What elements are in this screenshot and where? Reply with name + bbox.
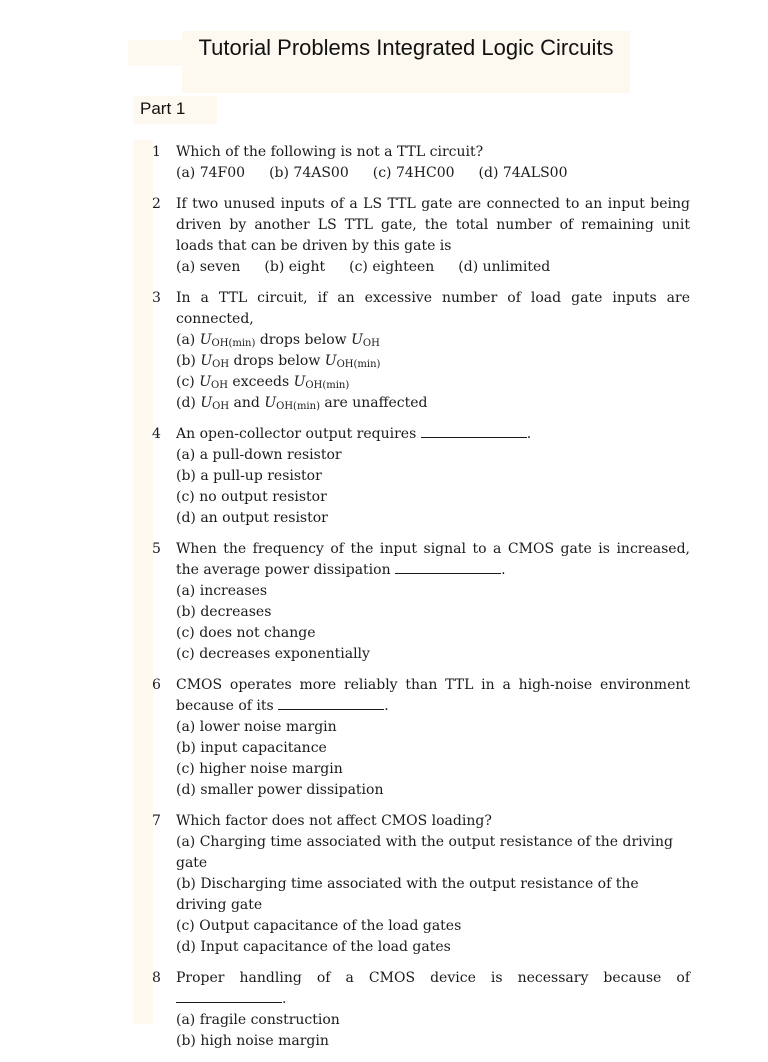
answer-blank <box>395 561 501 574</box>
option-b: (b) a pull-up resistor <box>176 468 322 484</box>
question-text: CMOS operates more reliably than TTL in a high-noise environment because of its . <box>176 677 690 714</box>
question-list <box>150 142 690 1062</box>
option-a: (a) $U_{OH(min)}$ drops below $U_{OH}$ <box>176 332 380 349</box>
option-d: (d) smaller power dissipation <box>176 782 384 798</box>
question-number: 5 <box>152 541 161 557</box>
option-d: (d) 74ALS00 <box>478 165 568 181</box>
option-b: (b) eight <box>264 259 326 275</box>
option-a: (a) Charging time associated with the output resistance of the driving gate <box>176 834 673 871</box>
part-heading: Part 1 <box>140 99 186 118</box>
option-b: (b) input capacitance <box>176 740 327 756</box>
option-a: (a) 74F00 <box>176 165 246 181</box>
option-c: (c) Output capacitance of the load gates <box>176 918 462 934</box>
answer-blank <box>421 425 527 438</box>
answer-blank <box>176 990 282 1003</box>
option-d: (d) unlimited <box>458 259 551 275</box>
question-3 <box>150 288 690 414</box>
question-1 <box>150 142 690 184</box>
option-d: (c) decreases exponentially <box>176 646 370 662</box>
option-d: (d) an output resistor <box>176 510 328 526</box>
option-b: (b) high noise margin <box>176 1033 329 1049</box>
option-a: (a) lower noise margin <box>176 719 337 735</box>
question-text: Which of the following is not a TTL circuit? <box>176 144 484 160</box>
question-number: 7 <box>152 813 161 829</box>
question-6 <box>150 675 690 801</box>
question-number: 6 <box>152 677 161 693</box>
question-5 <box>150 539 690 665</box>
question-number: 3 <box>152 290 161 306</box>
question-text: When the frequency of the input signal to a CMOS gate is increased, the average power dissipation . <box>176 541 690 578</box>
option-b: (b) 74AS00 <box>269 165 349 181</box>
question-number: 4 <box>152 426 161 442</box>
option-row <box>176 163 690 184</box>
option-b: (b) Discharging time associated with the output resistance of the driving gate <box>176 876 639 913</box>
option-c: (c) $U_{OH}$ exceeds $U_{OH(min)}$ <box>176 374 350 391</box>
option-b: (b) decreases <box>176 604 272 620</box>
question-7 <box>150 811 690 958</box>
option-row <box>176 257 690 278</box>
option-c: (c) eighteen <box>349 259 435 275</box>
question-number: 8 <box>152 970 161 986</box>
option-c: (c) does not change <box>176 625 316 641</box>
page-title: Tutorial Problems Integrated Logic Circuits <box>198 35 614 60</box>
option-a: (a) increases <box>176 583 268 599</box>
option-c: (c) 74HC00 <box>372 165 455 181</box>
title-band-left <box>128 40 182 66</box>
option-c: (c) no output resistor <box>176 489 327 505</box>
question-text: Proper handling of a CMOS device is necessary because of . <box>176 970 690 1007</box>
question-text: Which factor does not affect CMOS loading? <box>176 813 492 829</box>
question-8 <box>150 968 690 1052</box>
question-text: An open-collector output requires . <box>176 426 532 442</box>
option-a: (a) fragile construction <box>176 1012 340 1028</box>
question-number: 1 <box>152 144 161 160</box>
question-text: If two unused inputs of a LS TTL gate are connected to an input being driven by another LS TTL gate, the total number of remaining unit loads that can be driven by this gate is <box>176 196 690 254</box>
option-a: (a) seven <box>176 259 241 275</box>
option-d: (d) $U_{OH}$ and $U_{OH(min)}$ are unaffected <box>176 395 428 412</box>
answer-blank <box>278 697 384 710</box>
question-text: In a TTL circuit, if an excessive number of load gate inputs are connected, <box>176 290 690 327</box>
option-d: (d) Input capacitance of the load gates <box>176 939 451 955</box>
question-number: 2 <box>152 196 161 212</box>
question-2 <box>150 194 690 278</box>
option-a: (a) a pull-down resistor <box>176 447 342 463</box>
question-4 <box>150 424 690 529</box>
option-c: (c) higher noise margin <box>176 761 343 777</box>
option-b: (b) $U_{OH}$ drops below $U_{OH(min)}$ <box>176 353 381 370</box>
